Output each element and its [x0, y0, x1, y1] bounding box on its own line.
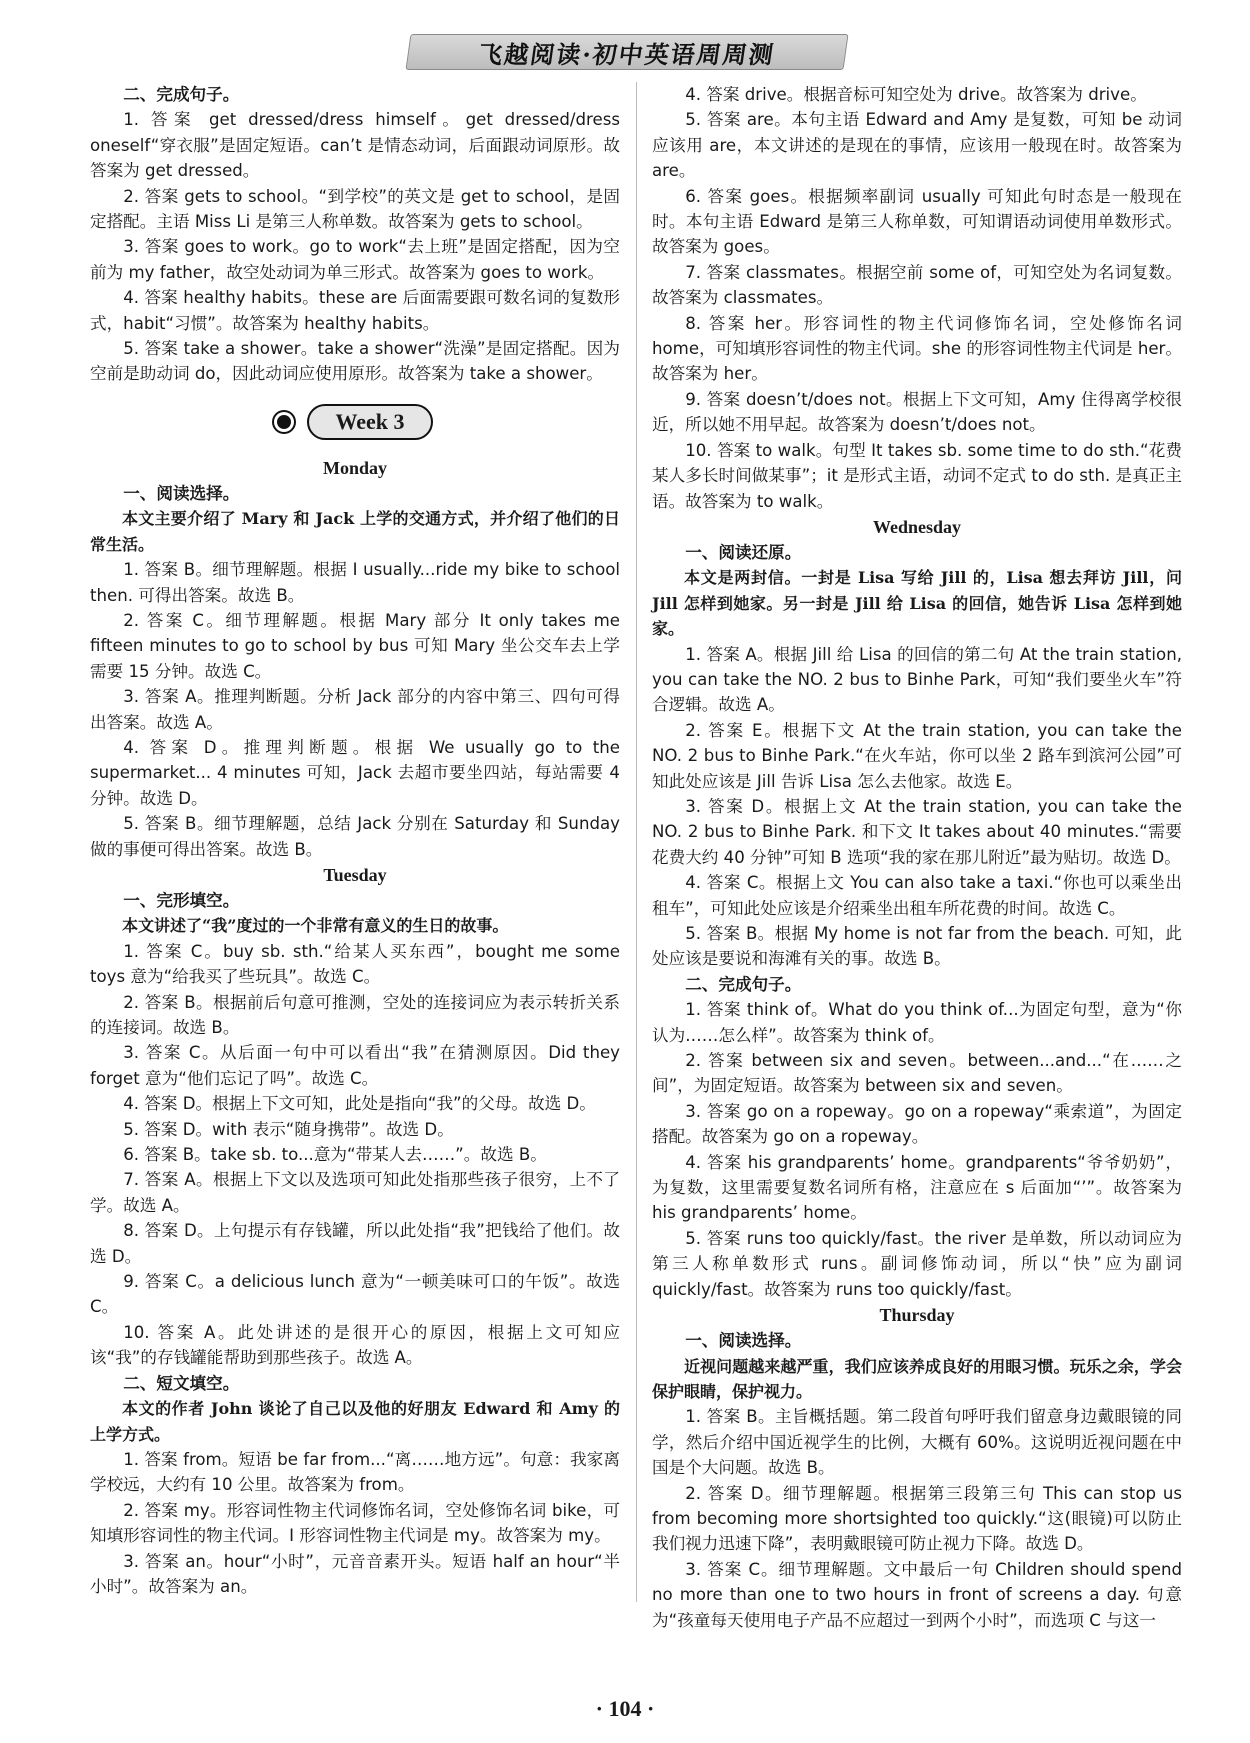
day-heading: Tuesday [323, 864, 387, 885]
right-column [652, 82, 1182, 1633]
answer-item: 7. 答案 A。根据上下文以及选项可知此处指那些孩子很穷，上不了学。故选 A。 [90, 1170, 620, 1215]
section-heading: 二、完成句子。 [123, 85, 240, 104]
answer-item: 4. 答案 drive。根据音标可知空处为 drive。故答案为 drive。 [685, 85, 1147, 104]
answer-item: 8. 答案 D。上句提示有存钱罐，所以此处指“我”把钱给了他们。故选 D。 [90, 1221, 620, 1266]
week-label: Week 3 [307, 404, 432, 440]
answer-item: 1. 答案 think of。What do you think of...为固定句型，意为“你认为……怎么样”。故答案为 think of。 [652, 1000, 1182, 1045]
answer-item: 1. 答案 B。细节理解题。根据 I usually...ride my bike to school then. 可得出答案。故选 B。 [90, 560, 620, 605]
passage-summary: 本文主要介绍了 Mary 和 Jack 上学的交通方式，并介绍了他们的日常生活。 [90, 509, 620, 554]
answer-item: 1. 答案 get dressed/dress himself。get dressed/dress oneself“穿衣服”是固定短语。can’t 是情态动词，后面跟动词原形。故答案为 get dressed。 [90, 110, 620, 181]
answer-item: 4. 答案 healthy habits。these are 后面需要跟可数名词的复数形式，habit“习惯”。故答案为 healthy habits。 [90, 288, 620, 333]
answer-item: 3. 答案 go on a ropeway。go on a ropeway“乘索道”，为固定搭配。故答案为 go on a ropeway。 [652, 1101, 1182, 1147]
left-column [90, 82, 620, 1599]
answer-item: 3. 答案 A。推理判断题。分析 Jack 部分的内容中第三、四句可得出答案。故选 A。 [90, 687, 620, 732]
header-title: 飞越阅读·初中英语周周测 [476, 39, 777, 69]
answer-item: 2. 答案 my。形容词性物主代词修饰名词，空处修饰名词 bike，可知填形容词性的物主代词。I 形容词性物主代词是 my。故答案为 my。 [90, 1500, 620, 1546]
answer-item: 2. 答案 gets to school。“到学校”的英文是 get to school，是固定搭配。主语 Miss Li 是第三人称单数。故答案为 gets to school。 [90, 186, 620, 232]
answer-item: 5. 答案 B。根据 My home is not far from the beach. 可知，此处应该是要说和海滩有关的事。故选 B。 [652, 924, 1182, 969]
answer-item: 4. 答案 his grandparents’ home。grandparents“爷爷奶奶”，为复数，这里需要复数名词所有格，注意应在 s 后面加“’”。故答案为 his grandparents’ home。 [652, 1152, 1182, 1223]
bullet-icon [277, 415, 291, 429]
answer-item: 3. 答案 C。从后面一句中可以看出“我”在猜测原因。Did they forget 意为“他们忘记了吗”。故选 C。 [90, 1043, 620, 1088]
page-number: · 104 · [595, 1696, 655, 1721]
answer-item: 2. 答案 E。根据下文 At the train station, you can take the NO. 2 bus to Binhe Park.“在火车站，你可以坐 2 路车到滨河公园”可知此处应该是 Jill 告诉 Lisa 怎么去他家。故选 E。 [652, 720, 1182, 791]
answer-item: 2. 答案 D。细节理解题。根据第三段第三句 This can stop us from becoming more shortsighted too quickly.“这(眼镜)可以防止我们视力迅速下降”，表明戴眼镜可防止视力下降。故选 D。 [652, 1483, 1182, 1554]
passage-summary: 近视问题越来越严重，我们应该养成良好的用眼习惯。玩乐之余，学会保护眼睛，保护视力。 [652, 1356, 1182, 1401]
answer-item: 10. 答案 to walk。句型 It takes sb. some time to do sth.“花费某人多长时间做某事”；it 是形式主语，动词不定式 to do sth. 是真正主语。故答案为 to walk。 [652, 440, 1182, 511]
section-heading: 一、完形填空。 [123, 890, 240, 910]
section-heading: 一、阅读选择。 [123, 483, 240, 503]
header-banner [405, 34, 848, 70]
answer-item: 2. 答案 between six and seven。between...and...“在……之间”，为固定短语。故答案为 between six and seven。 [652, 1051, 1182, 1096]
section-heading: 二、完成句子。 [685, 974, 802, 994]
answer-item: 5. 答案 runs too quickly/fast。the river 是单数，所以动词应为第三人称单数形式 runs。副词修饰动词，所以“快”应为副词 quickly/fast。故答案为 runs too quickly/fast。 [652, 1228, 1182, 1299]
day-heading: Wednesday [872, 516, 962, 537]
answer-item: 2. 答案 C。细节理解题。根据 Mary 部分 It only takes me fifteen minutes to go to school by bus 可知 Mary 坐公交车去上学需要 15 分钟。故选 C。 [90, 610, 620, 681]
answer-item: 7. 答案 classmates。根据空前 some of，可知空处为名词复数。故答案为 classmates。 [652, 262, 1182, 308]
answer-item: 3. 答案 goes to work。go to work“去上班”是固定搭配，因为空前为 my father，故空处动词为单三形式。故答案为 goes to work。 [90, 237, 620, 282]
answer-item: 4. 答案 C。根据上文 You can also take a taxi.“你也可以乘坐出租车”，可知此处应该是介绍乘坐出租车所花费的时间。故选 C。 [652, 873, 1182, 918]
answer-item: 1. 答案 B。主旨概括题。第二段首句呼吁我们留意身边戴眼镜的同学，然后介绍中国近视学生的比例，大概有 60%。这说明近视问题在中国是个大问题。故选 B。 [652, 1407, 1182, 1478]
answer-item: 5. 答案 D。with 表示“随身携带”。故选 D。 [123, 1119, 454, 1139]
answer-item: 10. 答案 A。此处讲述的是很开心的原因，根据上文可知应该“我”的存钱罐能帮助到那些孩子。故选 A。 [90, 1322, 620, 1368]
answer-item: 6. 答案 B。take sb. to...意为“带某人去……”。故选 B。 [123, 1145, 547, 1165]
answer-item: 5. 答案 are。本句主语 Edward and Amy 是复数，可知 be 动词应该用 are，本文讲述的是现在的事情，应该用一般现在时。故答案为 are。 [652, 110, 1182, 181]
passage-summary: 本文是两封信。一封是 Lisa 写给 Jill 的，Lisa 想去拜访 Jill，问 Jill 怎样到她家。另一封是 Jill 给 Lisa 的回信，她告诉 Lisa 怎样到她家。 [652, 568, 1182, 639]
answer-item: 8. 答案 her。形容词性的物主代词修饰名词，空处修饰名词 home，可知填形容词性的物主代词。she 的形容词性物主代词是 her。故答案为 her。 [652, 313, 1182, 384]
section-heading: 一、阅读还原。 [685, 542, 802, 562]
answer-item: 1. 答案 C。buy sb. sth.“给某人买东西”，bought me some toys 意为“给我买了些玩具”。故选 C。 [90, 941, 620, 987]
answer-item: 9. 答案 doesn’t/does not。根据上下文可知，Amy 住得离学校很近，所以她不用早起。故答案为 doesn’t/does not。 [652, 389, 1182, 435]
passage-summary: 本文讲述了“我”度过的一个非常有意义的生日的故事。 [122, 916, 509, 936]
section-heading: 一、阅读选择。 [685, 1331, 802, 1351]
answer-item: 6. 答案 goes。根据频率副词 usually 可知此句时态是一般现在时。本句主语 Edward 是第三人称单数，可知谓语动词使用单数形式。故答案为 goes。 [652, 186, 1182, 257]
answer-item: 4. 答案 D。推理判断题。根据 We usually go to the supermarket... 4 minutes 可知，Jack 去超市要坐四站，每站需要 4 分钟。故选 D。 [90, 737, 620, 808]
answer-item: 3. 答案 an。hour“小时”，元音音素开头。短语 half an hour“半小时”。故答案为 an。 [90, 1551, 620, 1596]
answer-item: 3. 答案 D。根据上文 At the train station, you can take the NO. 2 bus to Binhe Park. 和下文 It takes about 40 minutes.“需要花费大约 40 分钟”可知 B 选项“我的家在那儿附近”最为贴切。故选 D。 [652, 796, 1182, 867]
passage-summary: 本文的作者 John 谈论了自己以及他的好朋友 Edward 和 Amy 的上学方式。 [90, 1399, 620, 1444]
answer-item: 1. 答案 A。根据 Jill 给 Lisa 的回信的第二句 At the train station, you can take the NO. 2 bus to Binhe Park，可知“我们要坐火车”符合逻辑。故选 A。 [652, 644, 1182, 715]
day-heading: Thursday [879, 1305, 955, 1326]
answer-item: 1. 答案 from。短语 be far from...“离……地方远”。句意：我家离学校远，大约有 10 公里。故答案为 from。 [90, 1449, 620, 1495]
answer-item: 2. 答案 B。根据前后句意可推测，空处的连接词应为表示转折关系的连接词。故选 B。 [90, 992, 620, 1037]
section-heading: 二、短文填空。 [123, 1373, 240, 1393]
answer-item: 5. 答案 take a shower。take a shower“洗澡”是固定搭配。因为空前是助动词 do，因此动词应使用原形。故答案为 take a shower。 [90, 339, 620, 384]
answer-item: 3. 答案 C。细节理解题。文中最后一句 Children should spend no more than one to two hours in front of screens a day. 句意为“孩童每天使用电子产品不应超过一到两个小时”，而选项 C 与这一 [652, 1559, 1182, 1630]
week-heading [90, 399, 620, 445]
column-divider [636, 82, 637, 1602]
day-heading: Monday [322, 457, 387, 478]
answer-item: 4. 答案 D。根据上下文可知，此处是指向“我”的父母。故选 D。 [123, 1094, 596, 1114]
answer-item: 9. 答案 C。a delicious lunch 意为“一顿美味可口的午饭”。故选 C。 [90, 1272, 620, 1317]
answer-item: 5. 答案 B。细节理解题，总结 Jack 分别在 Saturday 和 Sunday 做的事便可得出答案。故选 B。 [90, 814, 620, 859]
